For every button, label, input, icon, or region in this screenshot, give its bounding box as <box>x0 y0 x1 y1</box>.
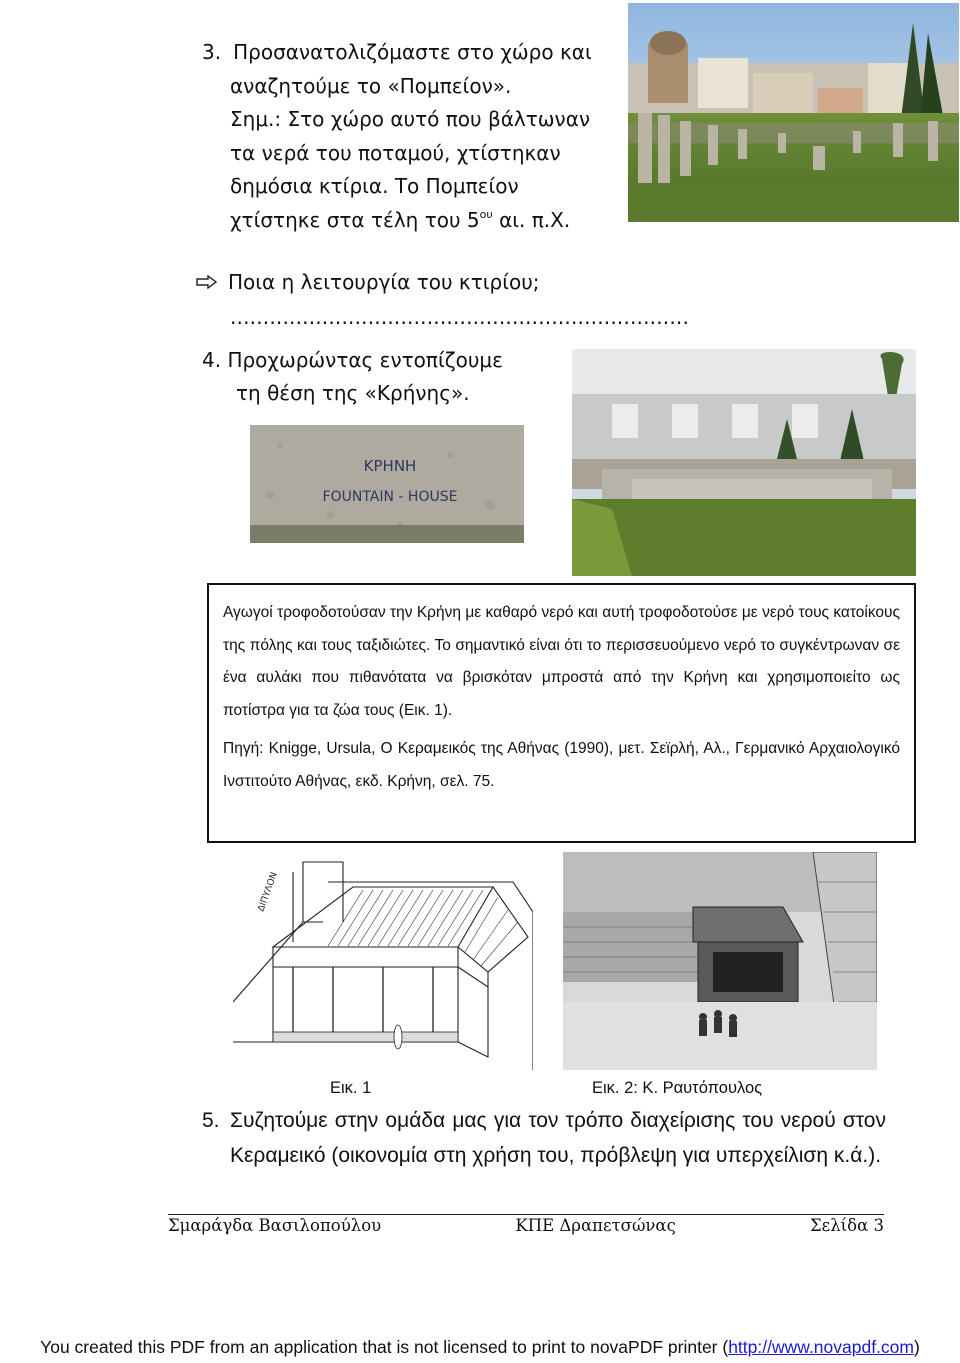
figure-2-drawing <box>563 852 877 1070</box>
page-footer <box>168 1214 884 1235</box>
section-3-note-line-3: δημόσια κτίρια. Το Πομπείον <box>230 174 519 198</box>
fountain-site-photo <box>572 349 916 576</box>
section-3-note-line-4: χτίστηκε στα τέλη του $5^{o\upsilon}$ αι. π.Χ. <box>230 207 571 232</box>
sign-line-2: FOUNTAIN - HOUSE <box>322 489 458 505</box>
dipylon-label: ΔΙΠΥΛΟΝ <box>256 871 280 914</box>
section-4-title: 4. Προχωρώντας εντοπίζουμε <box>202 348 503 372</box>
source-citation: Πηγή: Knigge, Ursula, Ο Κεραμεικός της Αθήνας (1990), μετ. Σεϊρλή, Αλ., Γερμανικό Αρχαιολογικό Ινστιτούτο Αθήνας, εκδ. Κρήνη, σελ. 75. <box>223 740 900 790</box>
novapdf-watermark: You created this PDF from an application that is not licensed to print to novaPDF printer (http://www.novapdf.com) <box>40 1337 920 1357</box>
section-3 <box>202 36 612 237</box>
section-3-line-1: 3. Προσανατολιζόμαστε στο χώρο και <box>202 36 612 70</box>
footer-center: ΚΠΕ Δραπετσώνας <box>515 1216 676 1235</box>
answer-line: ...................................................................... <box>230 305 690 329</box>
section-4 <box>202 344 503 410</box>
section-3-note-line-2: τα νερά του ποταμού, χτίστηκαν <box>230 140 561 165</box>
section-5 <box>202 1104 886 1173</box>
info-box <box>207 583 916 843</box>
pompeion-photo <box>628 3 959 222</box>
question-row <box>196 270 540 294</box>
figure-1-caption: Εικ. 1 <box>330 1079 372 1097</box>
novapdf-link[interactable]: http://www.novapdf.com <box>728 1337 914 1357</box>
section-3-line-2: αναζητούμε το «Πομπείον». <box>230 73 512 98</box>
sign-line-1: ΚΡΗΝΗ <box>363 457 417 475</box>
section-5-number: 5. <box>202 1109 220 1132</box>
figure-1-drawing <box>233 852 533 1070</box>
footer-page-number: Σελίδα 3 <box>810 1216 884 1235</box>
section-5-text: Συζητούμε στην ομάδα μας για τον τρόπο διαχείρισης του νερού στον Κεραμεικό (οικονομία στη χρήση του, πρόβλεψη για υπερχείλιση κ.ά.). <box>230 1109 886 1167</box>
section-4-subtitle: τη θέση της «Κρήνης». <box>236 381 470 405</box>
figure-2-caption: Εικ. 2: Κ. Ραυτόπουλος <box>592 1079 763 1097</box>
arrow-right-outline-icon <box>196 275 218 289</box>
question-text: Ποια η λειτουργία του κτιρίου; <box>228 270 540 294</box>
footer-author: Σμαράγδα Βασιλοπούλου <box>168 1216 382 1235</box>
info-paragraph: Αγωγοί τροφοδοτούσαν την Κρήνη με καθαρό νερό και αυτή τροφοδοτούσε με νερό τους κατοίκους της πόλης και τους ταξιδιώτες. Το σημαντικό είναι ότι το περισσευούμενο νερό το συγκέντρωναν σε ένα αυλάκι που πιθανότατα να βρισκόταν μπροστά από την Κρήνη και χρησιμοποιείτο ως ποτίστρα για τα ζώα τους (Εικ. 1). <box>223 604 900 719</box>
section-3-note-line-1: Σημ.: Στο χώρο αυτό που βάλτωναν <box>230 107 591 131</box>
fountain-house-sign-photo <box>250 425 524 543</box>
section-3-title: Προσανατολιζόμαστε στο χώρο και <box>233 40 592 64</box>
